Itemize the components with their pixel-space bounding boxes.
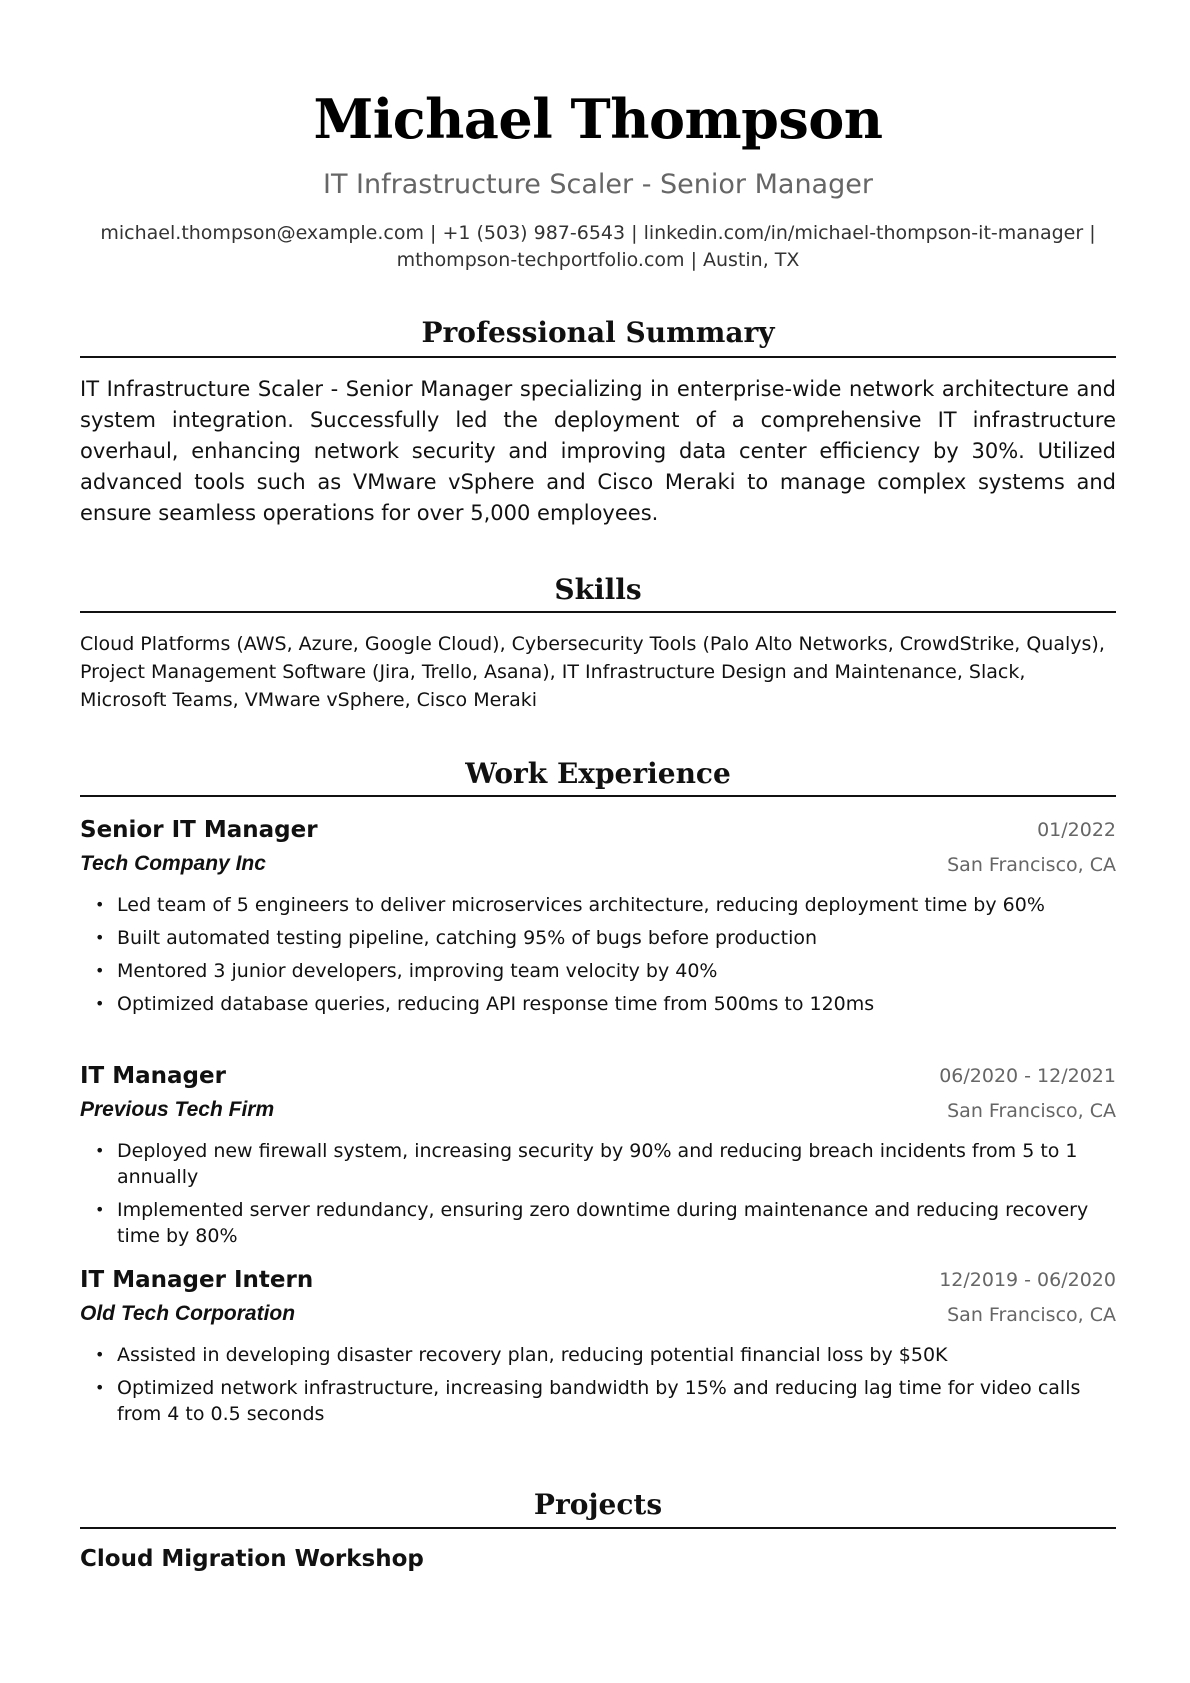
job-company: Old Tech Corporation <box>80 1302 296 1325</box>
bullet-icon: • <box>95 961 105 980</box>
bullet-icon: • <box>95 1378 105 1397</box>
job-date: 12/2019 - 06/2020 <box>939 1269 1116 1291</box>
summary-divider <box>80 356 1116 358</box>
job-bullets <box>80 1138 1116 1256</box>
experience-divider <box>80 795 1116 797</box>
skills-heading: Skills <box>554 573 642 606</box>
bullet-icon: • <box>95 1345 105 1364</box>
job-location: San Francisco, CA <box>947 1304 1116 1326</box>
contact-info <box>80 220 1116 274</box>
bullet-item <box>80 892 1116 918</box>
job-title: IT Manager <box>80 1063 226 1089</box>
job-date: 01/2022 <box>1037 819 1116 841</box>
bullet-text: Optimized database queries, reducing API response time from 500ms to 120ms <box>117 993 875 1015</box>
job-location: San Francisco, CA <box>947 1100 1116 1122</box>
experience-heading: Work Experience <box>465 757 731 790</box>
bullet-text: Implemented server redundancy, ensuring zero downtime during maintenance and reducing recovery time by 80% <box>117 1199 1089 1247</box>
skills-text: Cloud Platforms (AWS, Azure, Google Cloud), Cybersecurity Tools (Palo Alto Networks, CrowdStrike, Qualys), Project Management Software (Jira, Trello, Asana), IT Infrastructure Design and Maintenance, Slack, Microsoft Teams, VMware vSphere, Cisco Meraki <box>80 633 1105 711</box>
bullet-text: Mentored 3 junior developers, improving team velocity by 40% <box>117 960 718 982</box>
project-title: Cloud Migration Workshop <box>80 1546 424 1572</box>
job-bullets <box>80 892 1116 1024</box>
projects-heading: Projects <box>533 1488 663 1521</box>
bullet-text: Assisted in developing disaster recovery plan, reducing potential financial loss by $50K <box>117 1344 948 1366</box>
job-location: San Francisco, CA <box>947 854 1116 876</box>
job-title: Senior IT Manager <box>80 817 318 843</box>
bullet-text: Optimized network infrastructure, increasing bandwidth by 15% and reducing lag time for video calls from 4 to 0.5 seconds <box>117 1377 1081 1425</box>
candidate-headline: IT Infrastructure Scaler - Senior Manager <box>323 169 873 200</box>
bullet-icon: • <box>95 1141 105 1160</box>
bullet-text: Deployed new firewall system, increasing security by 90% and reducing breach incidents from 5 to 1 annually <box>117 1140 1078 1188</box>
bullet-item <box>80 958 1116 984</box>
bullet-item <box>80 1197 1116 1249</box>
summary-heading: Professional Summary <box>421 316 775 349</box>
job-company: Tech Company Inc <box>80 852 266 875</box>
bullet-item <box>80 925 1116 951</box>
bullet-item <box>80 1138 1116 1190</box>
bullet-item <box>80 1375 1116 1427</box>
job-bullets <box>80 1342 1116 1434</box>
bullet-text: Built automated testing pipeline, catching 95% of bugs before production <box>117 927 818 949</box>
skills-divider <box>80 611 1116 613</box>
bullet-item <box>80 1342 1116 1368</box>
bullet-icon: • <box>95 994 105 1013</box>
job-title: IT Manager Intern <box>80 1267 314 1293</box>
job-date: 06/2020 - 12/2021 <box>939 1065 1116 1087</box>
bullet-text: Led team of 5 engineers to deliver microservices architecture, reducing deployment time by 60% <box>117 894 1045 916</box>
bullet-item <box>80 991 1116 1017</box>
bullet-icon: • <box>95 928 105 947</box>
bullet-icon: • <box>95 1200 105 1219</box>
contact-line-2: mthompson-techportfolio.com | Austin, TX <box>396 249 800 271</box>
candidate-name: Michael Thompson <box>313 87 883 151</box>
bullet-icon: • <box>95 895 105 914</box>
projects-divider <box>80 1527 1116 1529</box>
job-company: Previous Tech Firm <box>80 1098 275 1121</box>
summary-text: IT Infrastructure Scaler - Senior Manager specializing in enterprise-wide network architecture and system integration. Successfully led the deployment of a comprehensive IT infrastructure overhaul, enhancing network security and improving data center efficiency by 30%. Utilized advanced tools such as VMware vSphere and Cisco Meraki to manage complex systems and ensure seamless operations for over 5,000 employees. <box>80 377 1116 525</box>
contact-line-1: michael.thompson@example.com | +1 (503) 987-6543 | linkedin.com/in/michael-thompson-it-manager | <box>100 222 1096 244</box>
